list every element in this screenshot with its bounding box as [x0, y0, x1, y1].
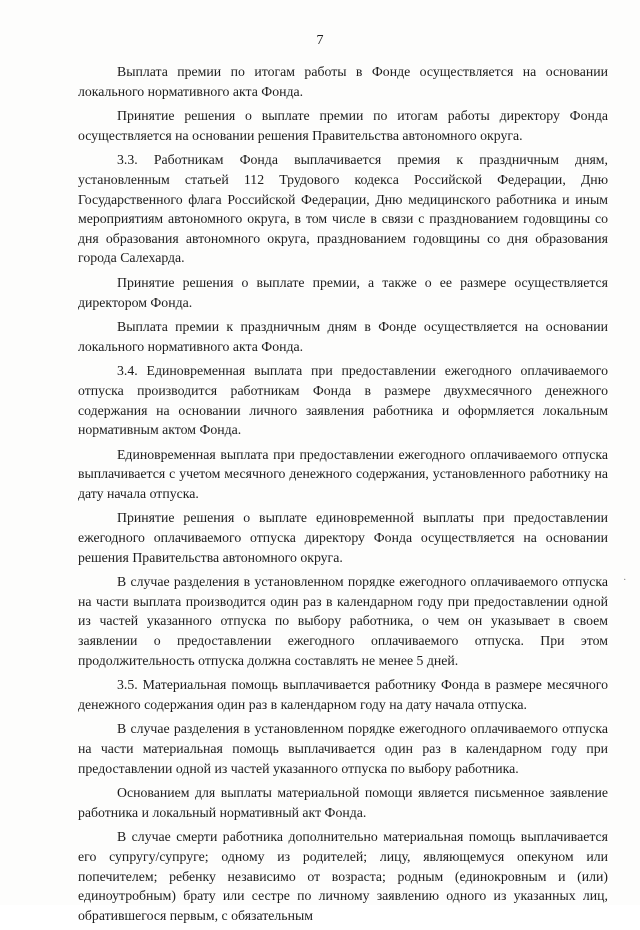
- paragraph-vacation-payment-director: Принятие решения о выплате единовременной выплаты при предоставлении ежегодного оплачиваемого отпуска директору Фонда осуществляется на основании решения Правительства автономного округа.: [78, 510, 608, 565]
- scan-mark: .: [623, 572, 626, 583]
- paragraph-3-5-material-aid: 3.5. Материальная помощь выплачивается работнику Фонда в размере месячного денежного содержания один раз в календарном году на дату начала отпуска.: [78, 677, 608, 712]
- paragraph-3-3-holiday-premium: 3.3. Работникам Фонда выплачивается премия к праздничным дням, установленным статьей 112 Трудового кодекса Российской Федерации, Дню Государственного флага Российской Федерации, Дню медицинского работника и иным мероприятиям автономного округа, в том числе в связи с празднованием годовщины со дня образования автономного округа, празднованием годовщины со дня образования города Салехарда.: [78, 152, 608, 266]
- paragraph-vacation-split: В случае разделения в установленном порядке ежегодного оплачиваемого отпуска на части выплата производится один раз в календарном году при предоставлении одной из частей указанного отпуска по выбору работника, о чем он указывает в своем заявлении о предоставлении ежегодного оплачиваемого отпуска. При этом продолжительность отпуска должна составлять не менее 5 дней.: [78, 574, 608, 668]
- paragraph-holiday-premium-basis: Выплата премии к праздничным дням в Фонде осуществляется на основании локального нормативного акта Фонда.: [78, 319, 608, 354]
- paragraph-holiday-premium-decision: Принятие решения о выплате премии, а также о ее размере осуществляется директором Фонда.: [78, 274, 608, 310]
- paragraph-premium-director: Принятие решения о выплате премии по итогам работы директору Фонда осуществляется на основании решения Правительства автономного округа.: [78, 108, 608, 143]
- paragraph-material-aid-split: В случае разделения в установленном порядке ежегодного оплачиваемого отпуска на части материальная помощь выплачивается один раз в календарном году при предоставлении одной из частей указанного отпуска по выбору работника.: [78, 721, 608, 776]
- paragraph-material-aid-death: В случае смерти работника дополнительно материальная помощь выплачивается его супругу/супруге; одному из родителей; лицу, являющемуся опекуном или попечителем; ребенку независимо от возраста; родным (единокровным и (или) единоутробным) брату или сестре по личному заявлению одного из указанных лиц, обратившегося первым, с обязательным: [78, 829, 608, 923]
- document-body: [78, 62, 608, 930]
- paragraph-vacation-payment-calculation: Единовременная выплата при предоставлении ежегодного оплачиваемого отпуска выплачивается с учетом месячного денежного содержания, установленного работнику на дату начала отпуска.: [78, 446, 608, 501]
- paragraph-premium-basis: Выплата премии по итогам работы в Фонде осуществляется на основании локального нормативного акта Фонда.: [78, 64, 608, 99]
- paragraph-material-aid-basis: Основанием для выплаты материальной помощи является письменное заявление работника и локальный нормативный акт Фонда.: [78, 785, 608, 820]
- page-number: 7: [316, 33, 324, 48]
- paragraph-3-4-vacation-payment: 3.4. Единовременная выплата при предоставлении ежегодного оплачиваемого отпуска производится работникам Фонда в размере двухмесячного денежного содержания на основании личного заявления работника и оформляется локальным нормативным актом Фонда.: [78, 363, 608, 438]
